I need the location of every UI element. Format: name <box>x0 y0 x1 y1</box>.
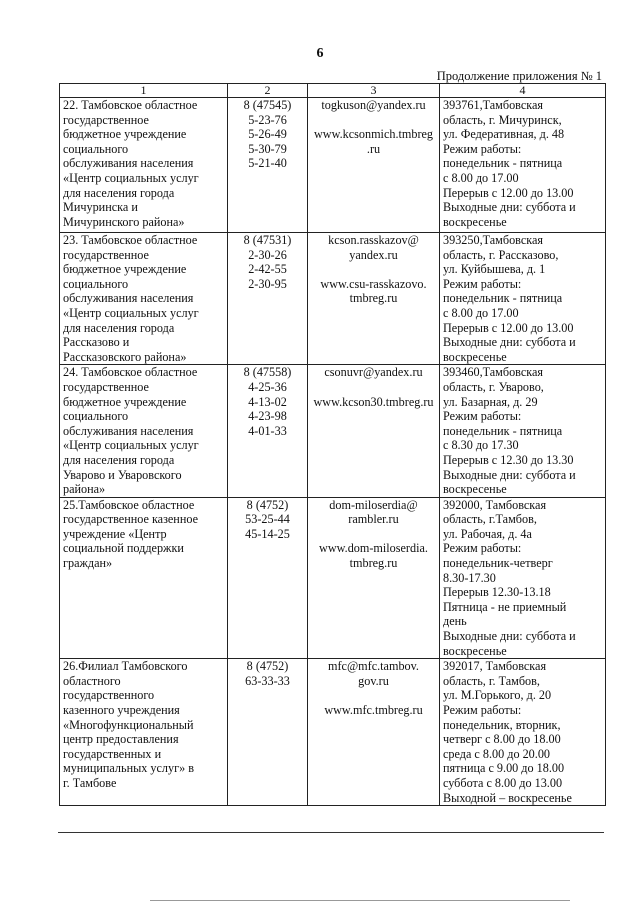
institution-name-cell: 24. Тамбовское областное государственное бюджетное учреждение социального обслуживания населения «Центр социальных услуг для населения города Уварово и Уваровского района» <box>60 365 228 497</box>
column-header-1: 1 <box>60 84 228 98</box>
address-schedule-cell: 392017, Тамбовская область, г. Тамбов, ул. М.Горького, д. 20 Режим работы: понедельник, вторник, четверг с 8.00 до 18.00 среда с 8.00 до 20.00 пятница с 9.00 до 18.00 суббота с 8.00 до 13.00 Выходной – воскресенье <box>440 659 606 806</box>
appendix-continuation-note: Продолжение приложения № 1 <box>436 69 602 83</box>
column-header-4: 4 <box>440 84 606 98</box>
table-row <box>60 365 606 497</box>
institution-name-cell: 25.Тамбовское областное государственное казенное учреждение «Центр социальной поддержки граждан» <box>60 497 228 659</box>
email-website-cell: csonuvr@yandex.ru www.kcson30.tmbreg.ru <box>308 365 440 497</box>
address-schedule-cell: 393460,Тамбовская область, г. Уварово, ул. Базарная, д. 29 Режим работы: понедельник - пятница с 8.30 до 17.30 Перерыв с 12.30 до 13.30 Выходные дни: суббота и воскресенье <box>440 365 606 497</box>
email-website-cell: mfc@mfc.tambov. gov.ru www.mfc.tmbreg.ru <box>308 659 440 806</box>
column-header-3: 3 <box>308 84 440 98</box>
phone-numbers-cell: 8 (4752) 53-25-44 45-14-25 <box>228 497 308 659</box>
table-row <box>60 233 606 365</box>
column-header-2: 2 <box>228 84 308 98</box>
page-number: 6 <box>316 46 324 61</box>
table-row <box>60 659 606 806</box>
email-website-cell: togkuson@yandex.ru www.kcsonmich.tmbreg .ru <box>308 98 440 233</box>
institution-name-cell: 22. Тамбовское областное государственное бюджетное учреждение социального обслуживания населения «Центр социальных услуг для населения города Мичуринска и Мичуринского района» <box>60 98 228 233</box>
email-website-cell: kcson.rasskazov@ yandex.ru www.csu-rasskazovo. tmbreg.ru <box>308 233 440 365</box>
institutions-table <box>59 83 606 806</box>
phone-numbers-cell: 8 (4752) 63-33-33 <box>228 659 308 806</box>
institution-name-cell: 23. Тамбовское областное государственное бюджетное учреждение социального обслуживания населения «Центр социальных услуг для населения города Рассказово и Рассказовского района» <box>60 233 228 365</box>
institution-name-cell: 26.Филиал Тамбовского областного государственного казенного учреждения «Многофункциональный центр предоставления государственных и муниципальных услуг» в г. Тамбове <box>60 659 228 806</box>
column-number-row <box>60 84 606 98</box>
phone-numbers-cell: 8 (47545) 5-23-76 5-26-49 5-30-79 5-21-40 <box>228 98 308 233</box>
phone-numbers-cell: 8 (47558) 4-25-36 4-13-02 4-23-98 4-01-33 <box>228 365 308 497</box>
address-schedule-cell: 392000, Тамбовская область, г.Тамбов, ул. Рабочая, д. 4а Режим работы: понедельник-четверг 8.30-17.30 Перерыв 12.30-13.18 Пятница - не приемный день Выходные дни: суббота и воскресенье <box>440 497 606 659</box>
address-schedule-cell: 393761,Тамбовская область, г. Мичуринск, ул. Федеративная, д. 48 Режим работы: понедельник - пятница с 8.00 до 17.00 Перерыв с 12.00 до 13.00 Выходные дни: суббота и воскресенье <box>440 98 606 233</box>
address-schedule-cell: 393250,Тамбовская область, г. Рассказово, ул. Куйбышева, д. 1 Режим работы: понедельник - пятница с 8.00 до 17.00 Перерыв с 12.00 до 13.00 Выходные дни: суббота и воскресенье <box>440 233 606 365</box>
footer-divider <box>58 832 604 833</box>
table-row <box>60 497 606 659</box>
phone-numbers-cell: 8 (47531) 2-30-26 2-42-55 2-30-95 <box>228 233 308 365</box>
page-edge-line <box>150 900 570 901</box>
table-row <box>60 98 606 233</box>
email-website-cell: dom-miloserdia@ rambler.ru www.dom-miloserdia. tmbreg.ru <box>308 497 440 659</box>
